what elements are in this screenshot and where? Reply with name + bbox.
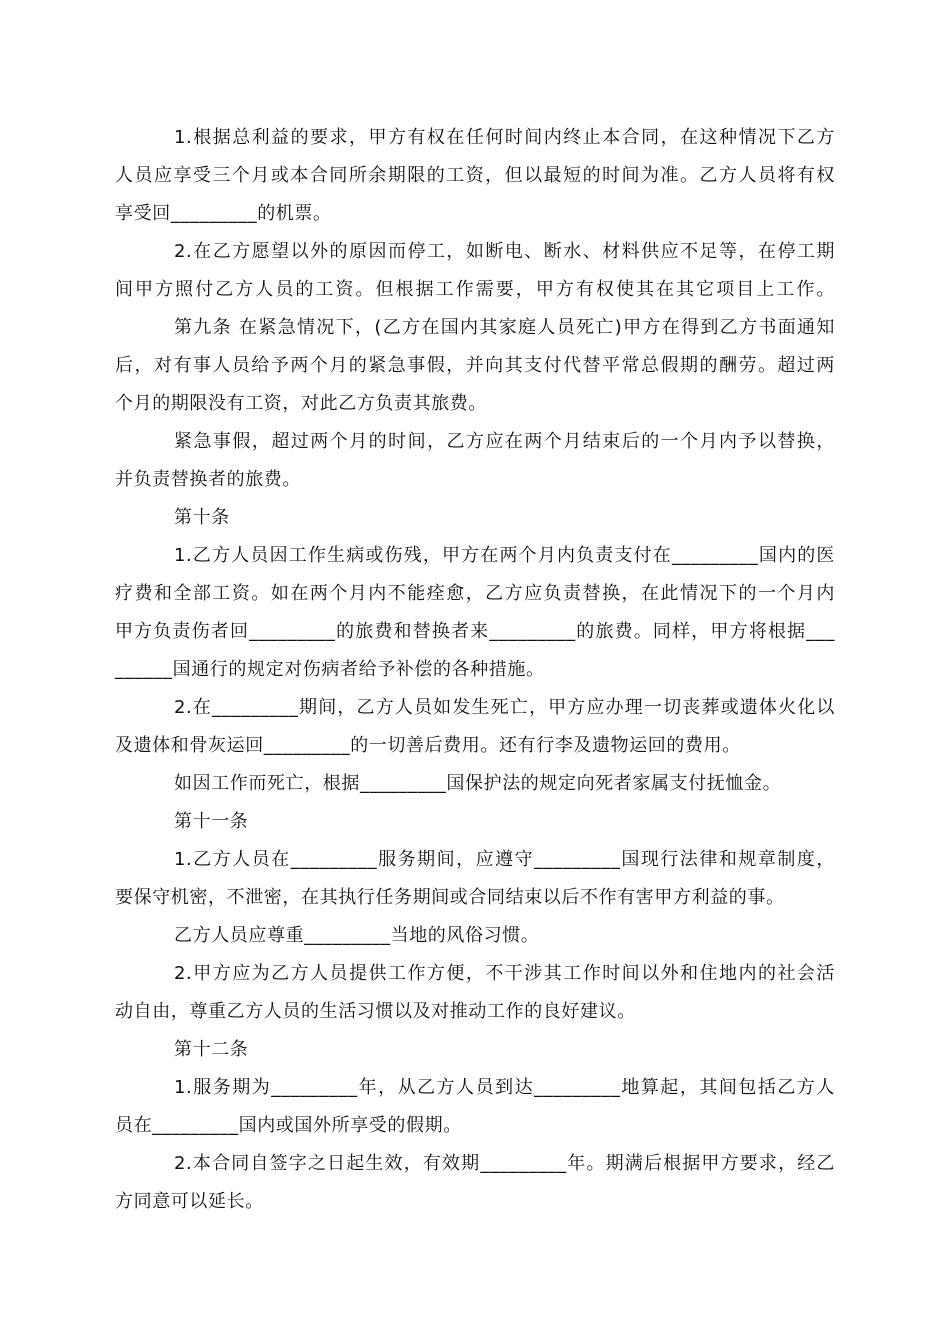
- text-line: 2.在乙方愿望以外的原因而停工，如断电、断水、材料供应不足等，在停工期: [174, 241, 835, 262]
- text-line: 1.根据总利益的要求，甲方有权在任何时间内终止本合同，在这种情况下乙方: [174, 127, 835, 148]
- text-line: 甲方负责伤者回_________的旅费和替换者来_________的旅费。同样，甲方将根据___: [115, 621, 835, 642]
- text-line: 间甲方照付乙方人员的工资。但根据工作需要，甲方有权使其在其它项目上工作。: [115, 279, 835, 300]
- text-line: 1.服务期为_________年，从乙方人员到达_________地算起，其间包括乙方人: [174, 1077, 835, 1098]
- text-line: 及遗体和骨灰运回_________的一切善后费用。还有行李及遗物运回的费用。: [115, 735, 741, 756]
- text-line: 后，对有事人员给予两个月的紧急事假，并向其支付代替平常总假期的酬劳。超过两: [115, 355, 835, 376]
- text-line: 第九条 在紧急情况下，(乙方在国内其家庭人员死亡)甲方在得到乙方书面通知: [174, 317, 835, 338]
- text-line: 紧急事假，超过两个月的时间，乙方应在两个月结束后的一个月内予以替换，: [174, 431, 835, 452]
- text-line: 2.在_________期间，乙方人员如发生死亡，甲方应办理一切丧葬或遗体火化以: [174, 697, 835, 718]
- text-line: 乙方人员应尊重_________当地的风俗习惯。: [174, 925, 540, 946]
- text-line: 1.乙方人员因工作生病或伤残，甲方在两个月内负责支付在_________国内的医: [174, 545, 835, 566]
- text-line: 2.甲方应为乙方人员提供工作方便，不干涉其工作时间以外和住地内的社会活: [174, 963, 835, 984]
- text-line: 疗费和全部工资。如在两个月内不能痊愈，乙方应负责替换，在此情况下的一个月内: [115, 583, 835, 604]
- text-line: 员在_________国内或国外所享受的假期。: [115, 1115, 462, 1136]
- section-heading: 第十一条: [174, 811, 249, 832]
- text-line: 并负责替换者的旅费。: [115, 469, 301, 490]
- text-line: 如因工作而死亡，根据_________国保护法的规定向死者家属支付抚恤金。: [174, 773, 782, 794]
- text-line: 2.本合同自签字之日起生效，有效期_________年。期满后根据甲方要求，经乙: [174, 1153, 835, 1174]
- text-line: ______国通行的规定对伤病者给予补偿的各种措施。: [115, 659, 545, 680]
- text-line: 动自由，尊重乙方人员的生活习惯以及对推动工作的良好建议。: [115, 1001, 636, 1022]
- text-line: 享受回_________的机票。: [115, 203, 332, 224]
- section-heading: 第十二条: [174, 1039, 249, 1060]
- text-line: 个月的期限没有工资，对此乙方负责其旅费。: [115, 393, 487, 414]
- text-line: 1.乙方人员在_________服务期间，应遵守_________国现行法律和规章制度，: [174, 849, 835, 870]
- text-line: 人员应享受三个月或本合同所余期限的工资，但以最短的时间为准。乙方人员将有权: [115, 165, 835, 186]
- section-heading: 第十条: [174, 507, 230, 528]
- text-line: 要保守机密，不泄密，在其执行任务期间或合同结束以后不作有害甲方利益的事。: [115, 887, 785, 908]
- text-line: 方同意可以延长。: [115, 1191, 264, 1212]
